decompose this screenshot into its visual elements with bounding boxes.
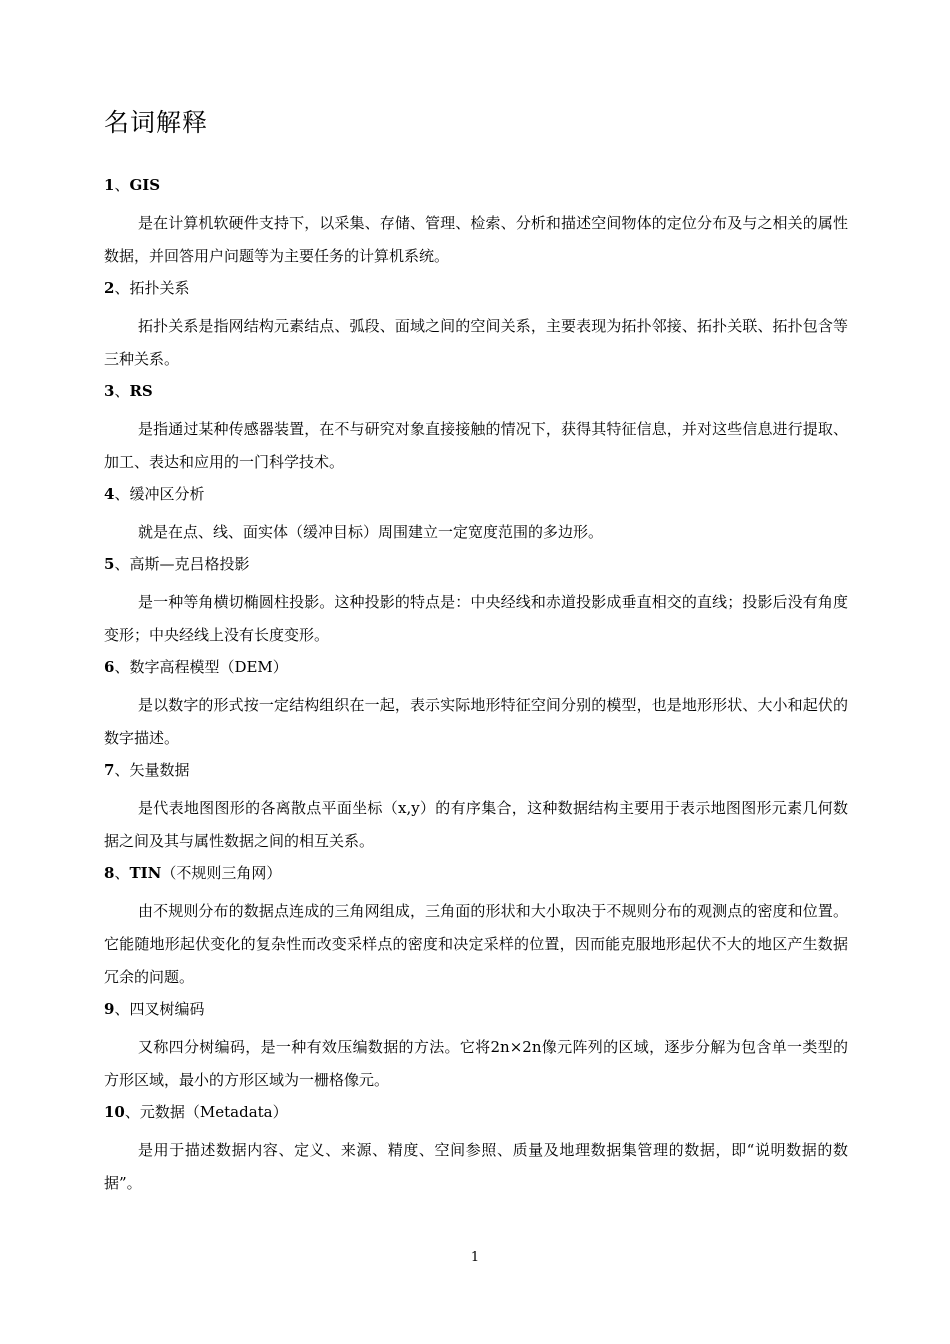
term-item (104, 376, 848, 479)
term-item (104, 652, 848, 755)
term-name: 拓扑关系 (129, 279, 190, 297)
term-item (104, 1097, 848, 1200)
term-definition: 是用于描述数据内容、定义、来源、精度、空间参照、质量及地理数据集管理的数据，即“说明数据的数据”。 (104, 1141, 848, 1192)
term-item (104, 858, 848, 994)
term-definition: 是在计算机软硬件支持下，以采集、存储、管理、检索、分析和描述空间物体的定位分布及与之相关的属性数据，并回答用户问题等为主要任务的计算机系统。 (104, 214, 848, 265)
term-list (104, 170, 848, 1200)
term-heading (104, 170, 848, 203)
term-separator: 、 (124, 1103, 140, 1121)
term-item (104, 994, 848, 1097)
term-number: 7 (104, 761, 115, 779)
term-heading (104, 858, 848, 891)
term-separator: 、 (114, 555, 130, 573)
term-separator: 、 (114, 864, 130, 882)
term-heading (104, 652, 848, 685)
term-heading (104, 479, 848, 512)
term-separator: 、 (114, 658, 130, 676)
term-number: 8 (104, 864, 115, 882)
term-number: 6 (104, 658, 115, 676)
term-name: 缓冲区分析 (129, 485, 205, 503)
term-separator: 、 (114, 761, 130, 779)
page-title: 名词解释 (104, 108, 209, 137)
term-item (104, 755, 848, 858)
term-item (104, 479, 848, 549)
term-number: 10 (104, 1103, 125, 1121)
term-definition: 是代表地图图形的各离散点平面坐标（x,y）的有序集合，这种数据结构主要用于表示地图图形元素几何数据之间及其与属性数据之间的相互关系。 (104, 799, 848, 850)
term-name: 四叉树编码 (129, 1000, 205, 1018)
term-name: 数字高程模型（DEM） (129, 658, 288, 676)
term-number: 9 (104, 1000, 115, 1018)
term-heading (104, 994, 848, 1027)
term-separator: 、 (114, 1000, 130, 1018)
term-item (104, 170, 848, 273)
term-name-bold: GIS (129, 176, 161, 194)
term-number: 2 (104, 279, 115, 297)
term-definition: 由不规则分布的数据点连成的三角网组成，三角面的形状和大小取决于不规则分布的观测点的密度和位置。它能随地形起伏变化的复杂性而改变采样点的密度和决定采样的位置，因而能克服地形起伏不大的地区产生数据冗余的问题。 (104, 902, 848, 986)
term-name: 矢量数据 (129, 761, 190, 779)
term-heading (104, 1097, 848, 1130)
term-separator: 、 (114, 279, 130, 297)
term-item (104, 549, 848, 652)
term-number: 5 (104, 555, 115, 573)
term-name-bold: RS (129, 382, 153, 400)
term-definition: 是指通过某种传感器装置，在不与研究对象直接接触的情况下，获得其特征信息，并对这些信息进行提取、加工、表达和应用的一门科学技术。 (104, 420, 848, 471)
term-name: （不规则三角网） (161, 864, 282, 882)
term-separator: 、 (114, 176, 130, 194)
term-name-bold: TIN (129, 864, 162, 882)
term-heading (104, 376, 848, 409)
term-item (104, 273, 848, 376)
page-number: 1 (470, 1250, 480, 1265)
term-number: 3 (104, 382, 115, 400)
term-definition: 拓扑关系是指网结构元素结点、弧段、面域之间的空间关系，主要表现为拓扑邻接、拓扑关联、拓扑包含等三种关系。 (104, 317, 848, 368)
term-number: 4 (104, 485, 115, 503)
term-separator: 、 (114, 382, 130, 400)
term-heading (104, 273, 848, 306)
term-name: 高斯—克吕格投影 (129, 555, 250, 573)
term-definition: 又称四分树编码，是一种有效压编数据的方法。它将2n×2n像元阵列的区域，逐步分解为包含单一类型的方形区域，最小的方形区域为一栅格像元。 (104, 1038, 848, 1089)
term-definition: 就是在点、线、面实体（缓冲目标）周围建立一定宽度范围的多边形。 (138, 523, 604, 541)
term-definition: 是一种等角横切椭圆柱投影。这种投影的特点是：中央经线和赤道投影成垂直相交的直线；投影后没有角度变形；中央经线上没有长度变形。 (104, 593, 848, 644)
term-heading (104, 755, 848, 788)
term-definition: 是以数字的形式按一定结构组织在一起，表示实际地形特征空间分别的模型，也是地形形状、大小和起伏的数字描述。 (104, 696, 848, 747)
term-heading (104, 549, 848, 582)
term-number: 1 (104, 176, 115, 194)
term-separator: 、 (114, 485, 130, 503)
term-name: 元数据（Metadata） (139, 1103, 288, 1121)
